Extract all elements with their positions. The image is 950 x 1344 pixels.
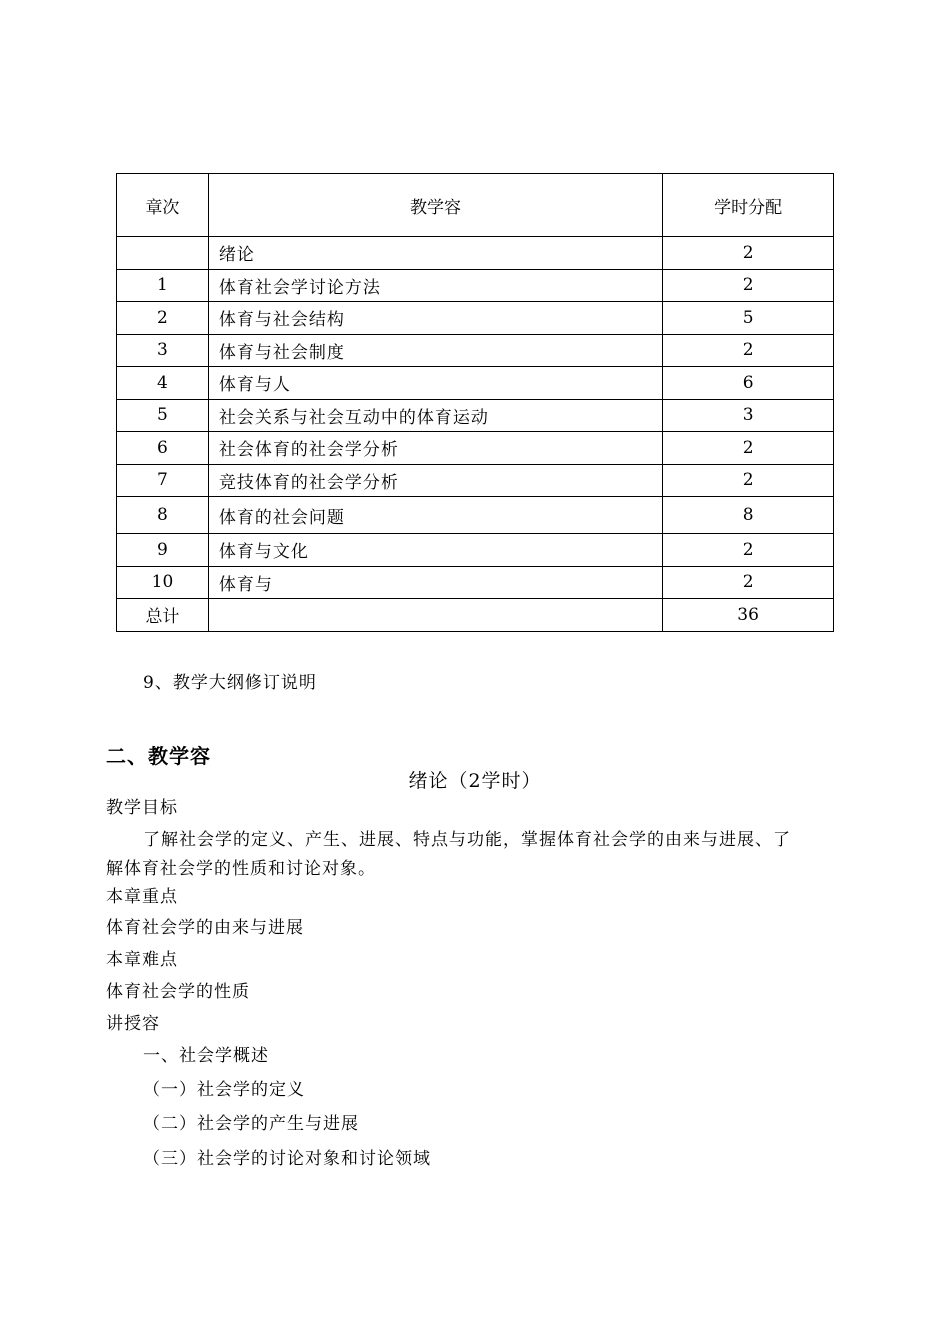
key-points-text: 体育社会学的由来与进展 [106, 918, 304, 938]
total-content-cell [208, 599, 662, 632]
key-points-label: 本章重点 [106, 887, 178, 907]
chapter-cell: 4 [117, 367, 209, 400]
table-row [117, 399, 834, 432]
content-cell: 社会关系与社会互动中的体育运动 [208, 399, 662, 432]
outline-subitem: （一）社会学的定义 [143, 1080, 305, 1100]
difficulty-label: 本章难点 [106, 950, 178, 970]
header-hours: 学时分配 [663, 174, 834, 237]
table-row [117, 237, 834, 270]
content-cell: 体育的社会问题 [208, 497, 662, 534]
table-row [117, 534, 834, 567]
table-header-row [117, 174, 834, 237]
outline-subitem: （二）社会学的产生与进展 [143, 1114, 359, 1134]
content-cell: 体育与人 [208, 367, 662, 400]
hours-cell: 2 [663, 534, 834, 567]
hours-cell: 8 [663, 497, 834, 534]
hours-cell: 6 [663, 367, 834, 400]
content-cell: 体育与 [208, 566, 662, 599]
section-title: 二、教学容 [106, 744, 211, 768]
content-cell: 体育社会学讨论方法 [208, 269, 662, 302]
hours-allocation-table [116, 173, 834, 632]
chapter-cell: 9 [117, 534, 209, 567]
revision-note: 9、教学大纲修订说明 [143, 673, 317, 693]
content-cell: 社会体育的社会学分析 [208, 432, 662, 465]
content-cell: 体育与社会制度 [208, 334, 662, 367]
chapter-cell [117, 237, 209, 270]
hours-cell: 2 [663, 566, 834, 599]
hours-cell: 5 [663, 302, 834, 335]
total-hours: 36 [663, 599, 834, 632]
content-cell: 竞技体育的社会学分析 [208, 464, 662, 497]
table-total-row [117, 599, 834, 632]
hours-cell: 2 [663, 432, 834, 465]
table-row [117, 334, 834, 367]
difficulty-text: 体育社会学的性质 [106, 982, 250, 1002]
table-row [117, 302, 834, 335]
lecture-content-label: 讲授容 [106, 1014, 160, 1034]
chapter-title: 绪论（2学时） [408, 770, 542, 792]
chapter-cell: 8 [117, 497, 209, 534]
hours-cell: 3 [663, 399, 834, 432]
hours-cell: 2 [663, 464, 834, 497]
table-row [117, 432, 834, 465]
chapter-cell: 3 [117, 334, 209, 367]
header-content: 教学容 [208, 174, 662, 237]
table-row [117, 497, 834, 534]
chapter-cell: 7 [117, 464, 209, 497]
table-row [117, 269, 834, 302]
header-chapter: 章次 [117, 174, 209, 237]
total-label: 总计 [117, 599, 209, 632]
chapter-cell: 1 [117, 269, 209, 302]
outline-subitem: （三）社会学的讨论对象和讨论领域 [143, 1149, 431, 1169]
chapter-cell: 10 [117, 566, 209, 599]
objective-text-line1: 了解社会学的定义、产生、进展、特点与功能，掌握体育社会学的由来与进展、了 [143, 830, 791, 850]
content-cell: 绪论 [208, 237, 662, 270]
hours-cell: 2 [663, 269, 834, 302]
outline-item: 一、社会学概述 [143, 1046, 269, 1066]
table-row [117, 367, 834, 400]
objective-label: 教学目标 [106, 798, 178, 818]
hours-cell: 2 [663, 334, 834, 367]
chapter-cell: 6 [117, 432, 209, 465]
chapter-cell: 2 [117, 302, 209, 335]
chapter-cell: 5 [117, 399, 209, 432]
objective-text-line2: 解体育社会学的性质和讨论对象。 [106, 859, 376, 879]
table-row [117, 566, 834, 599]
hours-cell: 2 [663, 237, 834, 270]
table-row [117, 464, 834, 497]
content-cell: 体育与文化 [208, 534, 662, 567]
content-cell: 体育与社会结构 [208, 302, 662, 335]
